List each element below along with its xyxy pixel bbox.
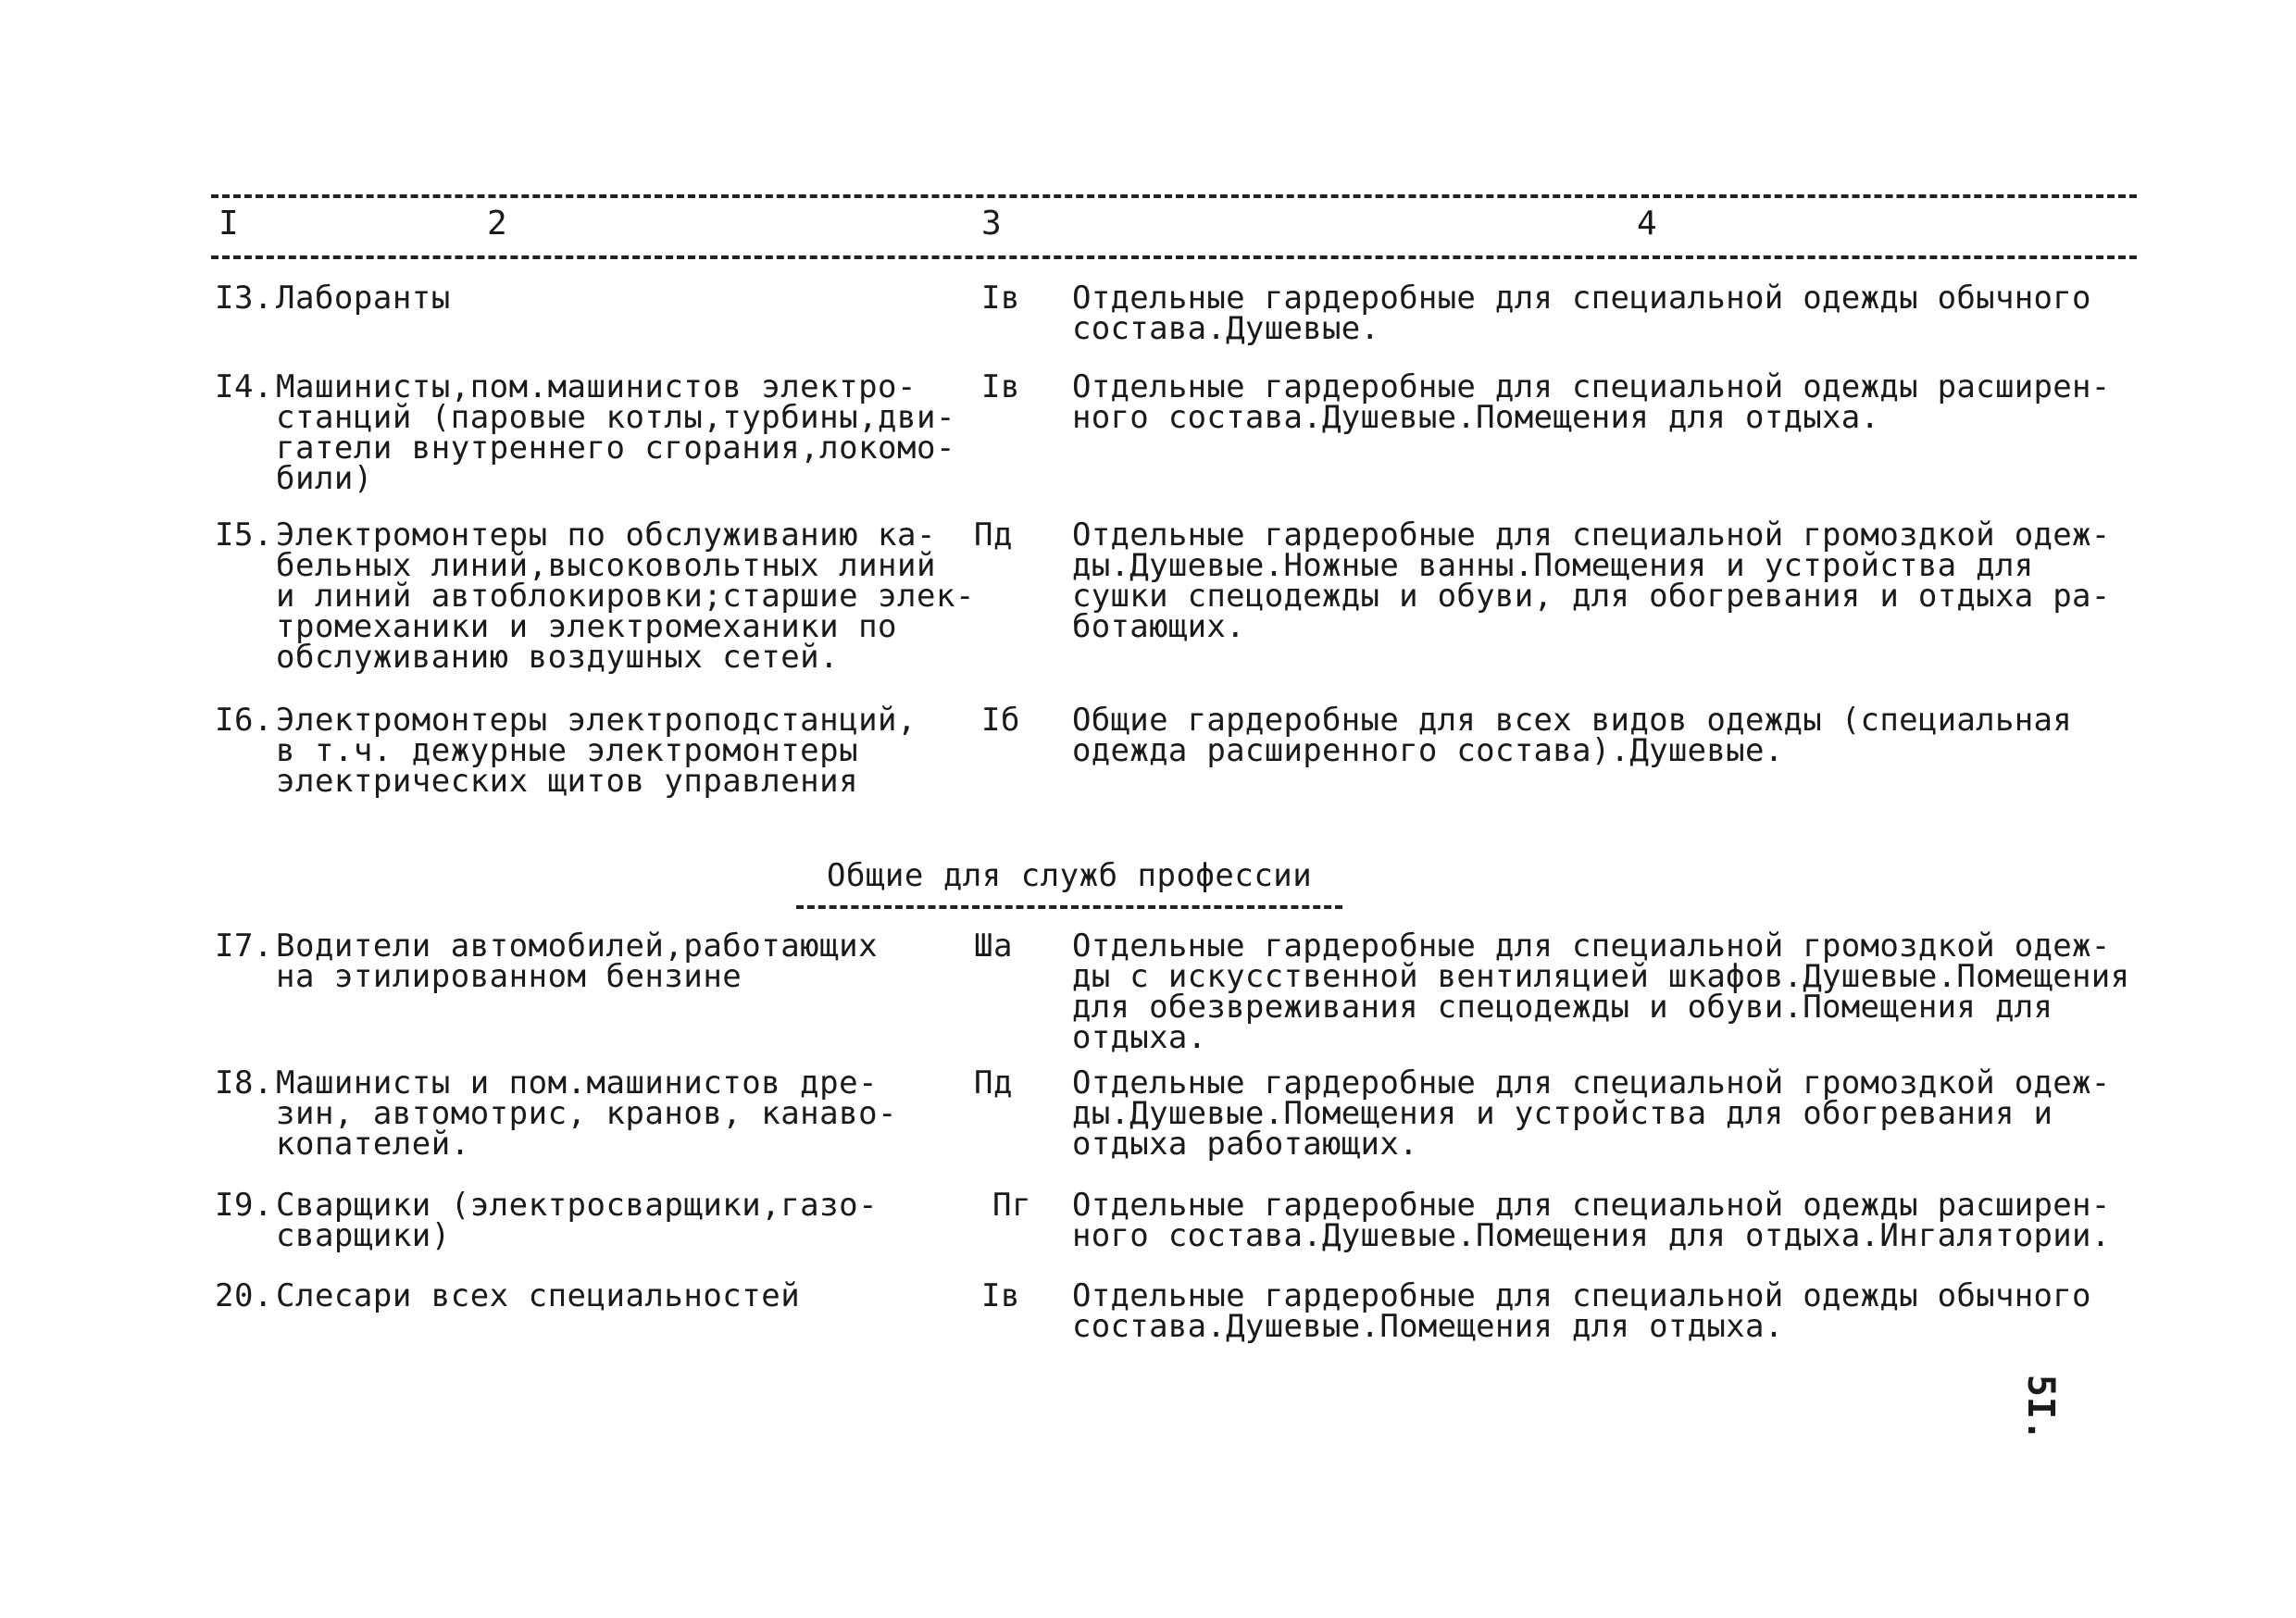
section-underline xyxy=(796,905,1342,909)
row-number: I3. xyxy=(215,280,273,317)
requirements-cell: Отдельные гардеробные для специальной громоздкой одеж- ды.Душевые.Помещения и устройства для обогревания и отдыха работающих. xyxy=(1072,1064,2111,1163)
requirements-cell: Отдельные гардеробные для специальной одежды обычного состава.Душевые.Помещения для отдыха. xyxy=(1072,1277,2091,1345)
group-cell: Iб xyxy=(981,702,1020,739)
group-cell: Шa xyxy=(974,927,1013,965)
group-cell: Iв xyxy=(981,1277,1020,1314)
row-number: I5. xyxy=(215,517,273,554)
requirements-cell: Отдельные гардеробные для специальной одежды расширен- ного состава.Душевые.Помещения для отдыха. xyxy=(1072,368,2111,436)
row-number: I6. xyxy=(215,702,273,739)
row-number: I7. xyxy=(215,927,273,965)
header-col-3: 3 xyxy=(981,205,1002,243)
group-cell: Iв xyxy=(981,368,1020,405)
group-cell: Пд xyxy=(974,1064,1013,1101)
group-cell: Пг xyxy=(992,1187,1031,1224)
profession-cell: Слесари всех специальностей xyxy=(276,1277,801,1314)
header-bottom-rule xyxy=(211,255,2137,259)
row-number: 20. xyxy=(215,1277,273,1314)
profession-cell: Электромонтеры электроподстанций, в т.ч. дежурные электромонтеры электрических щитов управления xyxy=(276,702,917,800)
requirements-cell: Отдельные гардеробные для специальной громоздкой одеж- ды.Душевые.Ножные ванны.Помещения и устройства для сушки спецодежды и обуви, для обогревания и отдыха ра- ботающих. xyxy=(1072,517,2111,645)
group-cell: Пд xyxy=(974,517,1013,554)
header-top-rule xyxy=(211,194,2137,198)
profession-cell: Сварщики (электросварщики,газо- сварщики) xyxy=(276,1187,879,1254)
row-number: I4. xyxy=(215,368,273,405)
header-col-2: 2 xyxy=(487,205,507,243)
header-col-4: 4 xyxy=(1637,205,1657,243)
row-number: I9. xyxy=(215,1187,273,1224)
requirements-cell: Общие гардеробные для всех видов одежды (специальная одежда расширенного состава).Душевые. xyxy=(1072,702,2073,769)
row-number: I8. xyxy=(215,1064,273,1101)
section-title: Общие для служб профессии xyxy=(827,857,1313,894)
requirements-cell: Отдельные гардеробные для специальной громоздкой одеж- ды с искусственной вентиляцией шкафов.Душевые.Помещения для обезвреживания спецодежды и обуви.Помещения для отдыха. xyxy=(1072,927,2130,1056)
header-col-1: I xyxy=(218,205,239,243)
profession-cell: Машинисты и пом.машинистов дре- зин, автомотрис, кранов, канаво- копателей. xyxy=(276,1064,898,1163)
profession-cell: Машинисты,пом.машинистов электро- станций (паровые котлы,турбины,дви- гатели внутреннего сгорания,локомо- били) xyxy=(276,368,955,497)
requirements-cell: Отдельные гардеробные для специальной одежды обычного состава.Душевые. xyxy=(1072,280,2091,347)
requirements-cell: Отдельные гардеробные для специальной одежды расширен- ного состава.Душевые.Помещения для отдыха.Ингалятории. xyxy=(1072,1187,2111,1254)
profession-cell: Лаборанты xyxy=(276,280,451,317)
profession-cell: Водители автомобилей,работающих на этилированном бензине xyxy=(276,927,879,995)
profession-cell: Электромонтеры по обслуживанию ка- бельных линий,высоковольтных линий и линий автоблокировки;старшие элек- тромеханики и электромеханики по обслуживанию воздушных сетей. xyxy=(276,517,975,676)
page-number: 5I. xyxy=(2019,1374,2063,1442)
group-cell: Iв xyxy=(981,280,1020,317)
